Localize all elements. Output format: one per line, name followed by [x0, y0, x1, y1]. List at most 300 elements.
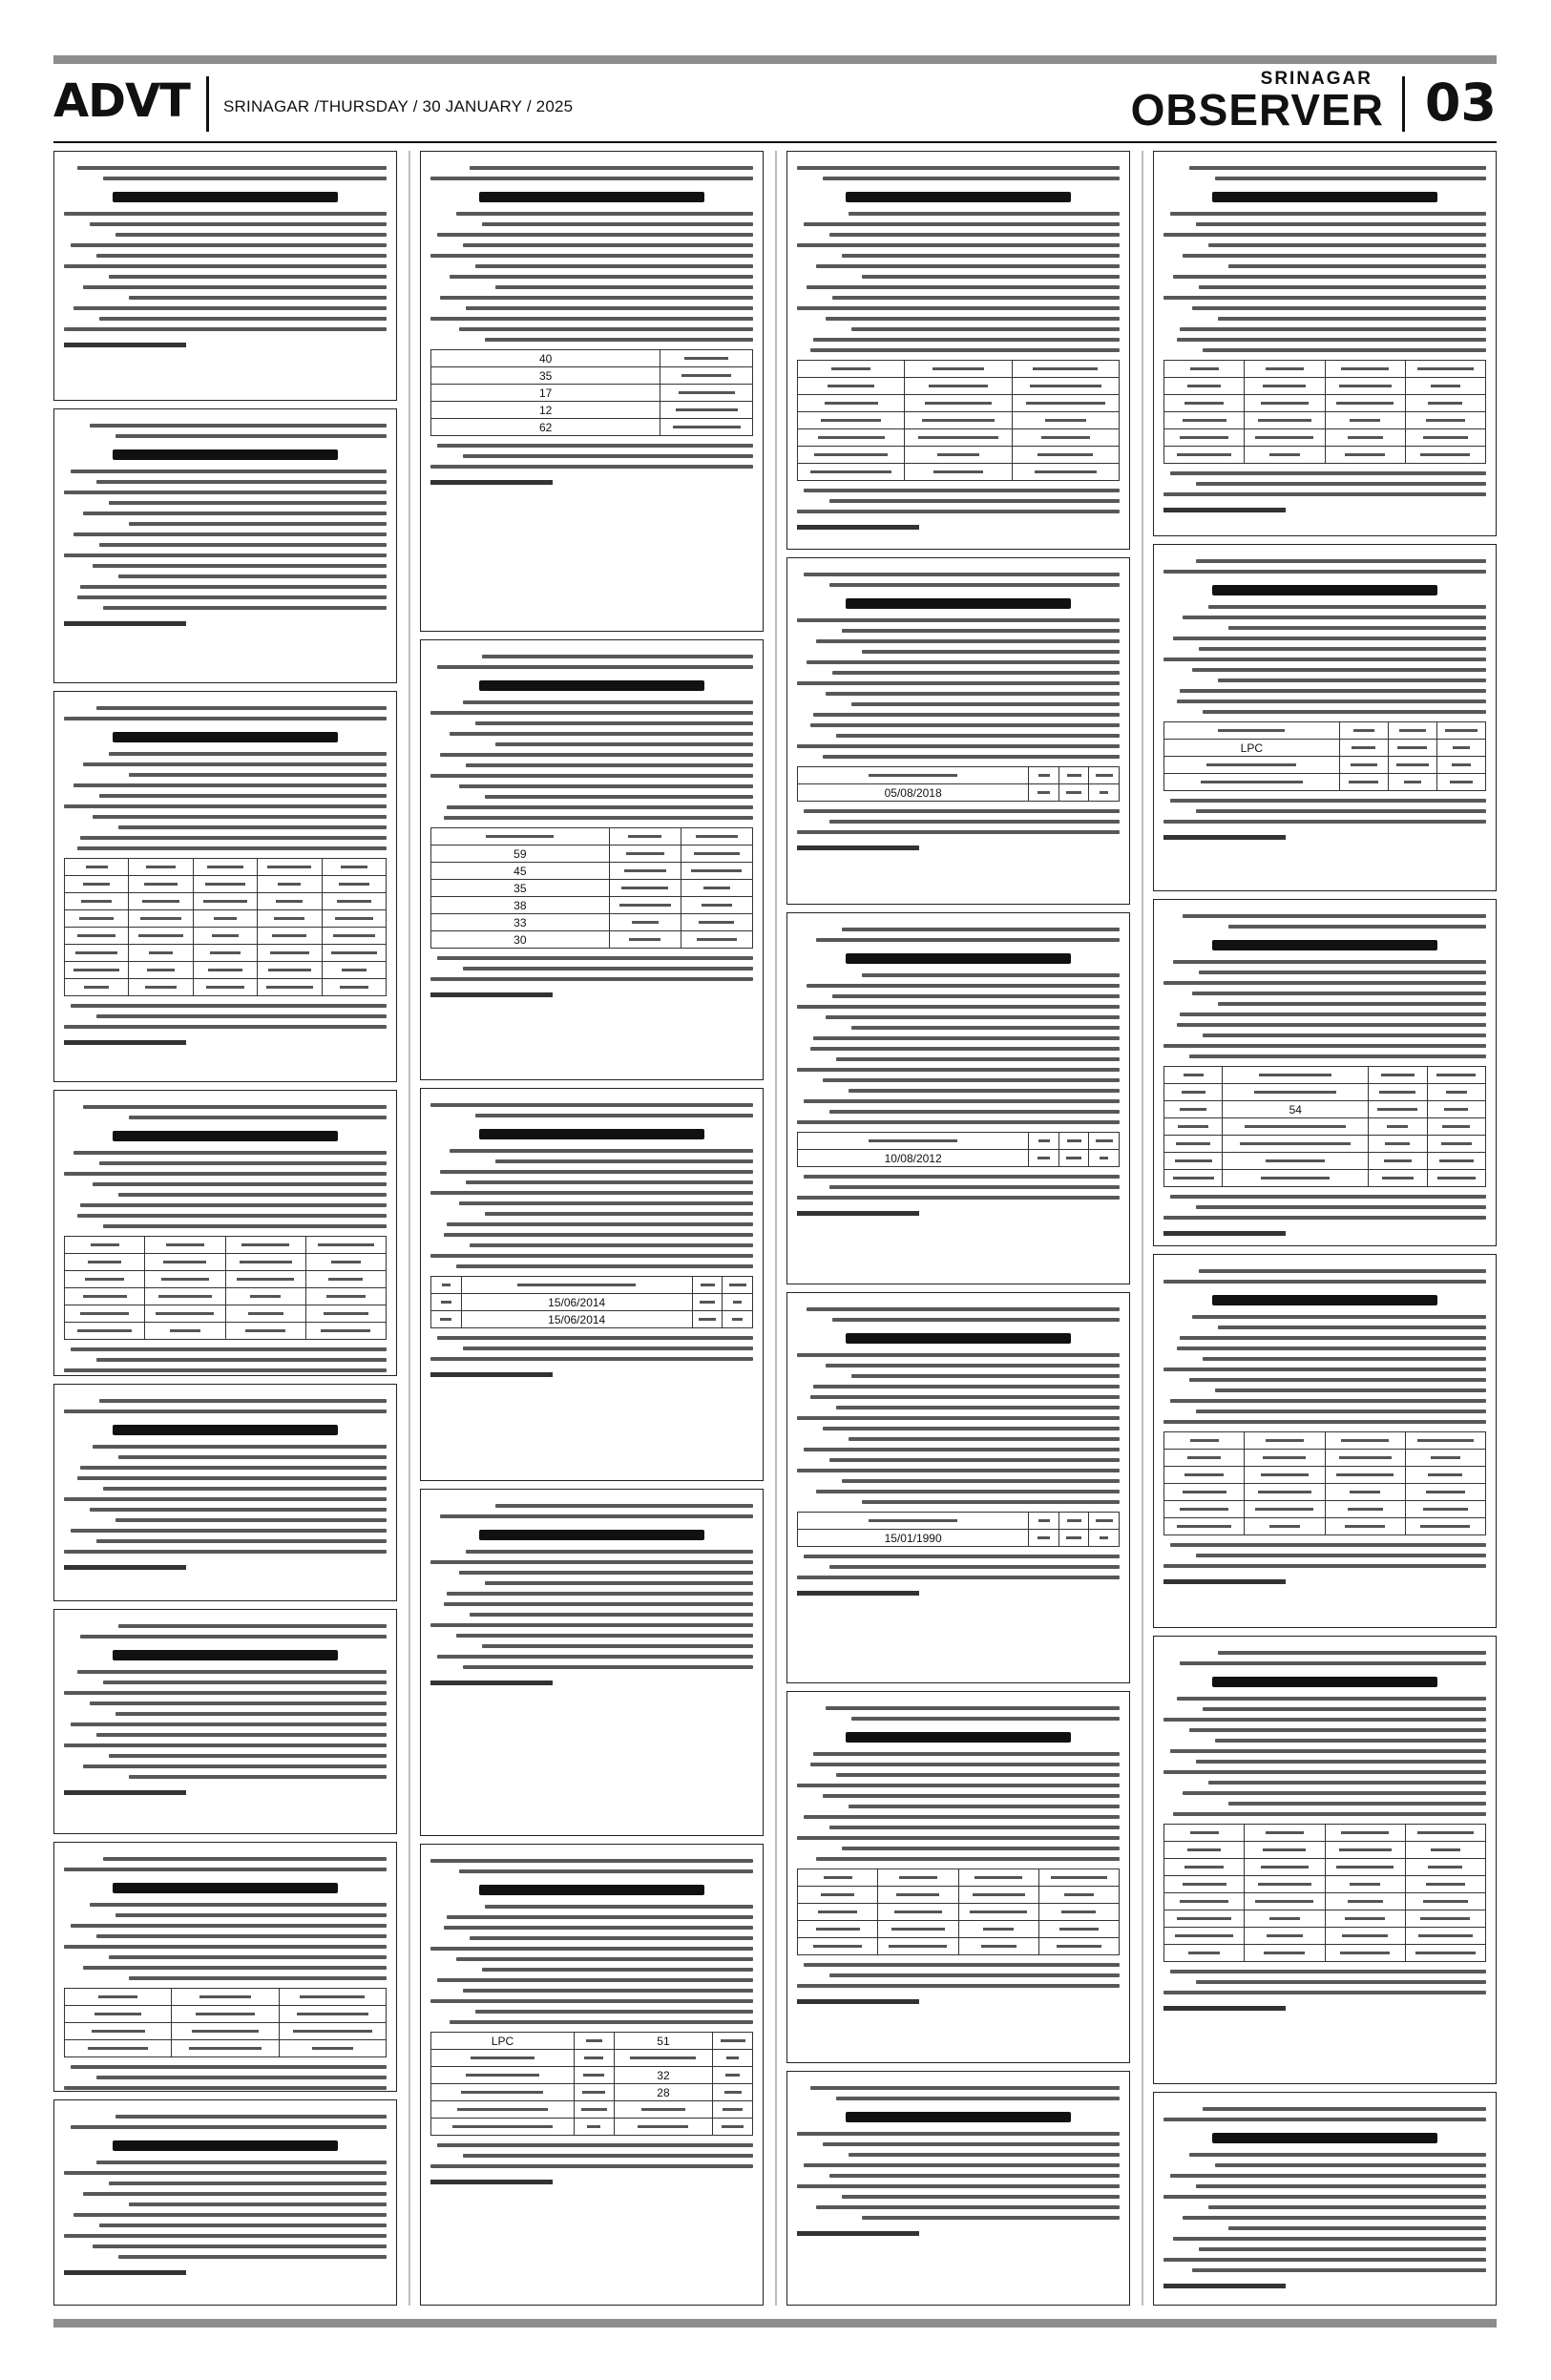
notice-table — [797, 1512, 1120, 1547]
notice-table — [64, 1236, 387, 1340]
notice-body — [430, 1504, 753, 1685]
table-cell — [1164, 1153, 1223, 1170]
table-row — [431, 2101, 753, 2119]
notice — [53, 1384, 397, 1601]
text-line — [96, 2076, 387, 2079]
notice-signature — [430, 1681, 553, 1685]
notice-table — [797, 766, 1120, 802]
table-cell — [258, 979, 322, 996]
dateline: SRINAGAR /THURSDAY / 30 JANUARY / 2025 — [223, 97, 574, 115]
table-cell — [660, 367, 753, 385]
text-line — [1180, 1013, 1486, 1016]
text-line — [1196, 482, 1486, 486]
table-cell: LPC — [1164, 740, 1340, 757]
text-line — [430, 1103, 753, 1107]
table-row — [1164, 412, 1486, 429]
text-line — [93, 2244, 387, 2248]
notice-heading — [846, 1732, 1072, 1743]
table-cell — [878, 1938, 958, 1955]
text-line — [1228, 626, 1486, 630]
table-cell — [574, 2033, 614, 2050]
table-row — [798, 464, 1120, 481]
table-cell — [193, 962, 257, 979]
text-line — [1196, 1980, 1486, 1984]
table-cell — [723, 1277, 753, 1294]
table-cell — [1405, 447, 1485, 464]
text-line — [103, 1857, 387, 1861]
table-cell — [1245, 1893, 1325, 1910]
table-cell — [1325, 1467, 1405, 1484]
text-line — [797, 1068, 1120, 1072]
text-line — [1215, 1739, 1486, 1743]
table-cell — [1038, 1921, 1119, 1938]
text-line — [1163, 1770, 1486, 1774]
text-line — [470, 1243, 753, 1247]
table-cell — [145, 1271, 225, 1288]
table-cell — [1436, 774, 1485, 791]
table-row — [798, 361, 1120, 378]
table-cell — [431, 1311, 462, 1328]
table-cell — [713, 2084, 753, 2101]
table-cell: 51 — [614, 2033, 713, 2050]
table-cell — [1164, 1501, 1245, 1518]
text-line — [797, 306, 1120, 310]
table-row — [798, 1938, 1120, 1955]
text-line — [829, 820, 1120, 824]
notice-body — [64, 2115, 387, 2275]
text-line — [482, 655, 753, 658]
table-cell: 15/06/2014 — [461, 1311, 692, 1328]
table-cell — [279, 2040, 386, 2057]
text-line — [437, 1978, 753, 1982]
table-cell — [1369, 1101, 1427, 1118]
table-cell — [65, 962, 129, 979]
text-line — [430, 1254, 753, 1258]
table-cell — [305, 1288, 386, 1305]
text-line — [64, 1945, 387, 1949]
notice-heading — [1212, 585, 1438, 595]
table-cell — [145, 1323, 225, 1340]
text-line — [129, 1976, 387, 1980]
text-line — [93, 564, 387, 568]
table-cell — [1164, 757, 1340, 774]
text-line — [456, 212, 753, 216]
table-row — [65, 910, 387, 928]
table-cell — [129, 859, 193, 876]
table-row — [1164, 1928, 1486, 1945]
table-cell — [172, 2023, 279, 2040]
notice-body — [430, 166, 753, 485]
table-cell — [1089, 1513, 1120, 1530]
table-cell — [431, 2119, 575, 2136]
text-line — [804, 1815, 1120, 1819]
text-line — [797, 1416, 1120, 1420]
table-cell — [614, 2119, 713, 2136]
text-line — [829, 1110, 1120, 1114]
text-line — [64, 804, 387, 808]
text-line — [810, 1395, 1120, 1399]
text-line — [1192, 1315, 1486, 1319]
notice-heading — [1212, 940, 1438, 950]
table-cell — [193, 928, 257, 945]
table-cell — [1405, 1825, 1485, 1842]
text-line — [1180, 1336, 1486, 1340]
table-cell — [258, 893, 322, 910]
table-row — [1164, 722, 1486, 740]
table-cell — [660, 419, 753, 436]
notice-signature — [64, 621, 186, 626]
text-line — [1183, 616, 1486, 619]
text-line — [64, 1550, 387, 1554]
notice-heading — [1212, 192, 1438, 202]
notice-body — [797, 1706, 1120, 2004]
text-line — [797, 2132, 1120, 2136]
text-line — [1173, 2237, 1486, 2241]
text-line — [71, 1722, 387, 1726]
table-cell: 15/06/2014 — [461, 1294, 692, 1311]
text-line — [437, 956, 753, 960]
table-cell — [1369, 1136, 1427, 1153]
text-line — [816, 938, 1120, 942]
table-cell — [1325, 395, 1405, 412]
column-4 — [1153, 151, 1497, 2306]
table-cell — [1325, 361, 1405, 378]
text-line — [1189, 166, 1486, 170]
text-line — [1218, 317, 1486, 321]
text-line — [804, 222, 1120, 226]
table-row — [431, 367, 753, 385]
table-cell — [958, 1869, 1038, 1887]
table-cell — [1089, 767, 1120, 784]
text-line — [862, 1500, 1120, 1504]
text-line — [103, 1681, 387, 1684]
table-row — [1164, 447, 1486, 464]
text-line — [64, 553, 387, 557]
table-cell — [1405, 1501, 1485, 1518]
text-line — [437, 233, 753, 237]
text-line — [430, 1947, 753, 1951]
text-line — [475, 1114, 753, 1117]
text-line — [456, 1957, 753, 1961]
text-line — [1218, 679, 1486, 682]
text-line — [797, 1120, 1120, 1124]
table-cell — [1012, 378, 1119, 395]
notice — [786, 2071, 1130, 2306]
masthead-title: OBSERVER — [1130, 85, 1384, 135]
text-line — [1192, 992, 1486, 995]
table-cell — [305, 1254, 386, 1271]
text-line — [862, 650, 1120, 654]
table-cell — [258, 910, 322, 928]
table-row — [798, 1887, 1120, 1904]
text-line — [797, 1984, 1120, 1988]
text-line — [1203, 348, 1486, 352]
text-line — [83, 511, 387, 515]
notice-signature — [797, 846, 919, 850]
table-cell — [258, 859, 322, 876]
table-row — [1164, 429, 1486, 447]
column-3 — [786, 151, 1130, 2306]
text-line — [71, 1004, 387, 1008]
text-line — [1199, 971, 1486, 974]
notice-heading — [113, 1883, 339, 1893]
table-cell — [692, 1294, 723, 1311]
table-cell — [1325, 1484, 1405, 1501]
table-cell — [1245, 429, 1325, 447]
text-line — [836, 1057, 1120, 1061]
table-cell — [1388, 722, 1436, 740]
column-divider — [775, 151, 777, 2306]
text-line — [109, 752, 387, 756]
text-line — [829, 1826, 1120, 1829]
table-row — [1164, 1501, 1486, 1518]
table-cell — [609, 880, 681, 897]
notice-signature — [797, 1211, 919, 1216]
table-cell — [193, 893, 257, 910]
text-line — [842, 928, 1120, 931]
text-line — [797, 1576, 1120, 1579]
table-cell — [798, 429, 905, 447]
table-cell — [905, 464, 1012, 481]
table-cell — [1012, 361, 1119, 378]
text-line — [1163, 1044, 1486, 1048]
table-cell — [65, 893, 129, 910]
text-line — [80, 1203, 387, 1207]
text-line — [1163, 2118, 1486, 2121]
table-cell — [65, 1989, 172, 2006]
text-line — [485, 338, 753, 342]
table-cell — [258, 945, 322, 962]
notice-body — [1163, 559, 1486, 840]
table-cell — [713, 2050, 753, 2067]
text-line — [459, 1201, 753, 1205]
table-cell — [1223, 1118, 1369, 1136]
text-line — [1199, 2247, 1486, 2251]
table-cell — [905, 378, 1012, 395]
text-line — [90, 222, 387, 226]
text-line — [80, 585, 387, 589]
notice — [1153, 1636, 1497, 2084]
text-line — [804, 1963, 1120, 1967]
table-cell — [65, 1305, 145, 1323]
table-cell — [193, 979, 257, 996]
table-row — [798, 1904, 1120, 1921]
table-cell — [1427, 1084, 1485, 1101]
table-cell — [1038, 1938, 1119, 1955]
table-cell — [1325, 1876, 1405, 1893]
table-cell — [1164, 1136, 1223, 1153]
text-line — [430, 977, 753, 981]
text-line — [470, 1936, 753, 1940]
text-line — [482, 1644, 753, 1648]
text-line — [842, 254, 1120, 258]
table-cell — [193, 945, 257, 962]
text-line — [440, 753, 753, 757]
notice-heading — [113, 732, 339, 742]
table-cell — [1164, 1450, 1245, 1467]
table-cell — [905, 361, 1012, 378]
notice-signature — [64, 1565, 186, 1570]
text-line — [1215, 177, 1486, 180]
table-cell — [279, 2023, 386, 2040]
column-divider — [1142, 151, 1143, 2306]
text-line — [495, 742, 753, 746]
text-line — [1173, 275, 1486, 279]
table-row — [431, 2119, 753, 2136]
page-number: 03 — [1424, 73, 1497, 133]
text-line — [851, 702, 1120, 706]
text-line — [109, 2182, 387, 2185]
table-cell — [1405, 1928, 1485, 1945]
text-line — [1163, 2258, 1486, 2262]
text-line — [1170, 1399, 1486, 1403]
text-line — [816, 1490, 1120, 1493]
table-cell — [681, 863, 752, 880]
notice-heading — [479, 192, 705, 202]
table-cell: 35 — [431, 367, 660, 385]
table-row — [431, 1277, 753, 1294]
text-line — [1163, 1564, 1486, 1568]
text-line — [96, 1539, 387, 1543]
notice-body — [797, 166, 1120, 530]
text-line — [1203, 1357, 1486, 1361]
text-line — [447, 1915, 753, 1919]
table-row — [1164, 1084, 1486, 1101]
notice-signature — [797, 1591, 919, 1596]
text-line — [836, 734, 1120, 738]
table-cell — [258, 876, 322, 893]
table-cell — [145, 1288, 225, 1305]
table-cell — [1029, 1133, 1059, 1150]
table-cell — [1339, 722, 1388, 740]
table-cell — [798, 1133, 1029, 1150]
table-cell — [193, 859, 257, 876]
text-line — [103, 177, 387, 180]
notice-body — [64, 1399, 387, 1570]
notice-table — [1163, 360, 1486, 464]
notice — [786, 151, 1130, 550]
table-row — [431, 880, 753, 897]
text-line — [1163, 1280, 1486, 1284]
notice-signature — [1163, 2284, 1286, 2288]
table-cell — [798, 1887, 878, 1904]
notice-table — [430, 2032, 753, 2136]
table-row — [1164, 1842, 1486, 1859]
notice-signature — [797, 525, 919, 530]
text-line — [77, 1476, 387, 1480]
text-line — [64, 1172, 387, 1176]
table-cell: 33 — [431, 914, 610, 931]
table-cell: 28 — [614, 2084, 713, 2101]
text-line — [485, 1581, 753, 1585]
notice-heading — [113, 1650, 339, 1660]
table-cell — [431, 2067, 575, 2084]
text-line — [129, 773, 387, 777]
table-cell — [145, 1305, 225, 1323]
notice-signature — [1163, 1579, 1286, 1584]
table-row — [1164, 1467, 1486, 1484]
table-cell — [1427, 1170, 1485, 1187]
text-line — [437, 665, 753, 669]
table-row — [65, 893, 387, 910]
table-row — [431, 350, 753, 367]
text-line — [118, 1455, 387, 1459]
text-line — [99, 543, 387, 547]
text-line — [450, 732, 753, 736]
text-line — [810, 1763, 1120, 1766]
notice-table — [797, 360, 1120, 481]
text-line — [813, 338, 1120, 342]
text-line — [440, 1514, 753, 1518]
notice-body — [797, 2086, 1120, 2236]
table-row — [65, 962, 387, 979]
table-cell — [193, 910, 257, 928]
text-line — [842, 1847, 1120, 1850]
table-row — [65, 928, 387, 945]
notice-body — [64, 166, 387, 347]
table-cell — [1405, 1859, 1485, 1876]
table-row — [431, 846, 753, 863]
table-cell: 15/01/1990 — [798, 1530, 1029, 1547]
table-cell — [322, 928, 386, 945]
text-line — [1196, 559, 1486, 563]
table-cell — [1325, 447, 1405, 464]
text-line — [832, 296, 1120, 300]
table-cell — [431, 2050, 575, 2067]
table-cell: 54 — [1223, 1101, 1369, 1118]
text-line — [1177, 338, 1486, 342]
table-cell — [65, 945, 129, 962]
notice-heading — [1212, 2133, 1438, 2143]
text-line — [450, 1149, 753, 1153]
text-line — [804, 1175, 1120, 1179]
text-line — [1170, 1970, 1486, 1973]
text-line — [64, 2171, 387, 2175]
table-cell — [1339, 757, 1388, 774]
text-line — [1173, 1812, 1486, 1816]
table-cell — [798, 1513, 1029, 1530]
text-line — [463, 1347, 753, 1350]
header-rule — [53, 141, 1497, 143]
text-line — [826, 1706, 1120, 1710]
text-line — [463, 1665, 753, 1669]
table-row — [1164, 774, 1486, 791]
notice-table — [64, 858, 387, 996]
table-cell: 32 — [614, 2067, 713, 2084]
table-cell — [1245, 412, 1325, 429]
text-line — [797, 243, 1120, 247]
text-line — [1192, 668, 1486, 672]
table-cell — [681, 914, 752, 931]
table-cell — [1436, 740, 1485, 757]
table-row — [65, 859, 387, 876]
table-cell — [609, 931, 681, 949]
table-row — [65, 1288, 387, 1305]
text-line — [813, 713, 1120, 717]
table-cell — [1245, 1859, 1325, 1876]
table-cell — [1164, 1910, 1245, 1928]
notice-signature — [430, 1372, 553, 1377]
text-line — [96, 254, 387, 258]
table-cell — [1164, 1101, 1223, 1118]
page-header — [53, 69, 1497, 136]
text-line — [450, 2020, 753, 2024]
table-cell — [1245, 1501, 1325, 1518]
text-line — [797, 1005, 1120, 1009]
table-cell — [1164, 774, 1340, 791]
notice-body — [64, 1624, 387, 1795]
notice-heading — [846, 598, 1072, 609]
